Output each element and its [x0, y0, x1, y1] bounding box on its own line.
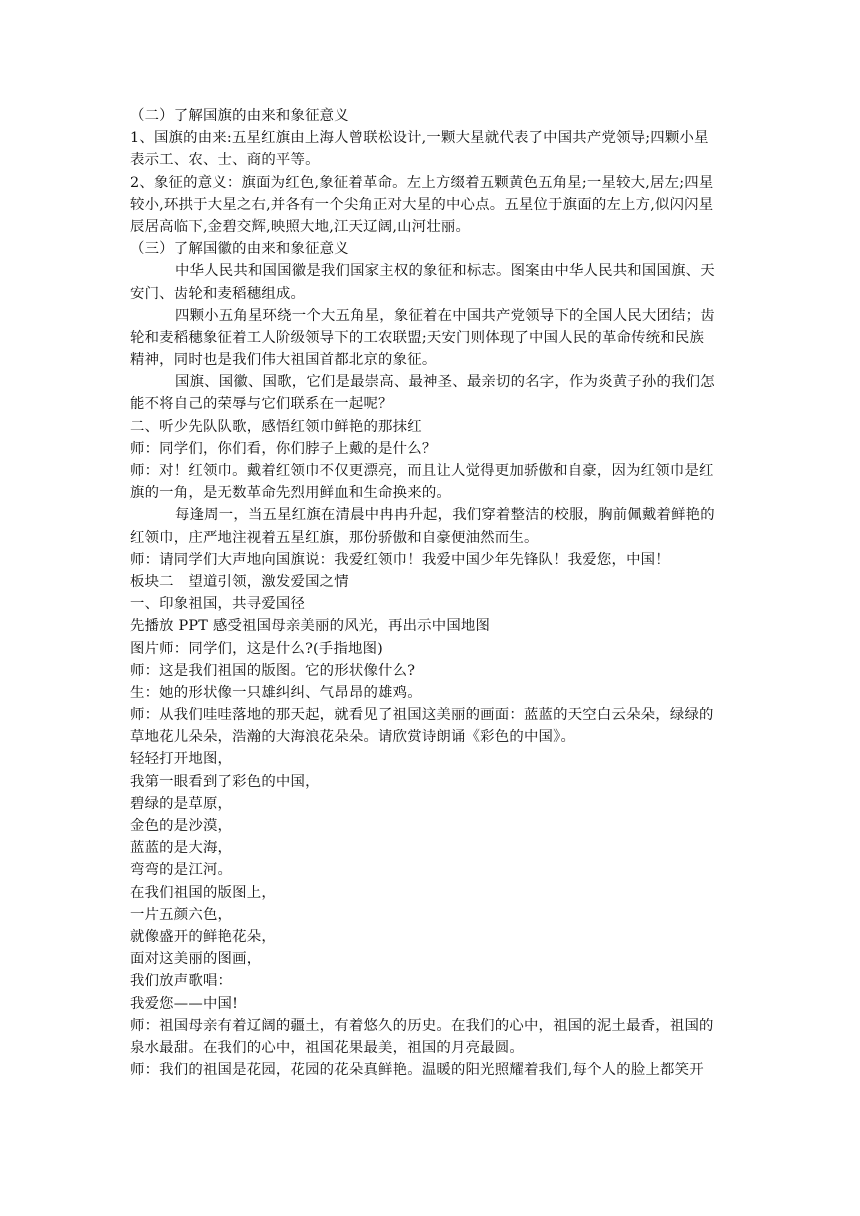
text-line: 师：我们的祖国是花园，花园的花朵真鲜艳。温暖的阳光照耀着我们,每个人的脸上都笑开	[130, 1062, 704, 1079]
text-line: 我第一眼看到了彩色的中国，	[130, 773, 320, 790]
text-line: 蓝蓝的是大海，	[130, 840, 233, 857]
text-line: 轮和麦稻穗象征着工人阶级领导下的工农联盟;天安门则体现了中国人民的革命传统和民族	[130, 329, 705, 346]
text-line: 辰居高临下,金碧交辉,映照大地,江天辽阔,山河壮丽。	[130, 218, 471, 235]
text-line: 金色的是沙漠，	[130, 818, 233, 834]
text-line: 我们放声歌唱：	[130, 973, 233, 990]
text-line: 师：对！红领巾。戴着红领巾不仅更漂亮，而且让人觉得更加骄傲和自豪，因为红领巾是红	[130, 463, 714, 479]
text-line: 精神，同时也是我们伟大祖国首都北京的象征。	[130, 352, 437, 369]
document-page	[130, 105, 730, 1081]
text-line: 师：从我们哇哇落地的那天起，就看见了祖国这美丽的画面：蓝蓝的天空白云朵朵，绿绿的	[130, 707, 714, 724]
text-line: 我爱您——中国!	[130, 995, 239, 1012]
text-line: 每逢周一，当五星红旗在清晨中冉冉升起，我们穿着整洁的校服，胸前佩戴着鲜艳的	[175, 507, 715, 524]
text-line: 2、象征的意义：旗面为红色,象征着革命。左上方缀着五颗黄色五角星;一星较大,居左;四星	[130, 174, 714, 191]
text-line: 草地花儿朵朵，浩瀚的大海浪花朵朵。请欣赏诗朗诵《彩色的中国》。	[130, 729, 576, 746]
text-line: 一片五颜六色，	[130, 906, 233, 923]
text-line: 图片师：同学们，这是什么?(手指地图)	[130, 640, 383, 657]
text-line: （二）了解国旗的由来和象征意义	[130, 108, 349, 124]
text-line: （三）了解国徽的由来和象征意义	[130, 241, 349, 258]
text-line: 师：请同学们大声地向国旗说：我爱红领巾！我爱中国少年先锋队！我爱您，中国！	[130, 551, 670, 568]
text-line: 师：祖国母亲有着辽阔的疆土，有着悠久的历史。在我们的心中，祖国的泥土最香，祖国的	[130, 1017, 714, 1034]
text-line: 面对这美丽的图画，	[130, 951, 262, 968]
text-line: 1、国旗的由来:五星红旗由上海人曾联松设计,一颗大星就代表了中国共产党领导;四颗小星	[130, 130, 709, 147]
text-line: 师：同学们，你们看，你们脖子上戴的是什么？	[130, 440, 437, 457]
text-line: 板块二 望道引领，激发爱国之情	[130, 573, 349, 590]
text-line: 轻轻打开地图，	[130, 751, 233, 768]
text-line: 国旗、国徽、国歌，它们是最崇高、最神圣、最亲切的名字，作为炎黄子孙的我们怎	[175, 374, 715, 391]
text-line: 较小,环拱于大星之右,并各有一个尖角正对大星的中心点。五星位于旗面的左上方,似闪闪星	[130, 196, 714, 213]
text-line: 旗的一角，是无数革命先烈用鲜血和生命换来的。	[130, 485, 451, 502]
text-line: 安门、齿轮和麦稻穗组成。	[130, 285, 306, 302]
text-line: 一、印象祖国，共寻爱国径	[130, 596, 306, 613]
text-line: 就像盛开的鲜艳花朵，	[130, 928, 276, 945]
text-line: 中华人民共和国国徽是我们国家主权的象征和标志。图案由中华人民共和国国旗、天	[175, 263, 715, 280]
text-line: 泉水最甜。在我们的心中，祖国花果最美，祖国的月亮最圆。	[130, 1039, 524, 1056]
text-line: 先播放 PPT 感受祖国母亲美丽的风光，再出示中国地图	[130, 618, 491, 635]
text-line: 四颗小五角星环绕一个大五角星，象征着在中国共产党领导下的全国人民大团结；齿	[175, 307, 715, 324]
text-line: 师：这是我们祖国的版图。它的形状像什么?	[130, 662, 416, 679]
text-line: 弯弯的是江河。	[130, 862, 233, 879]
text-line: 生：她的形状像一只雄纠纠、气昂昂的雄鸡。	[130, 684, 422, 701]
text-line: 能不将自己的荣辱与它们联系在一起呢？	[130, 396, 393, 413]
text-line: 二、听少先队队歌，感悟红领巾鲜艳的那抹红	[130, 418, 422, 435]
text-line: 碧绿的是草原，	[130, 795, 233, 812]
text-line: 红领巾，庄严地注视着五星红旗，那份骄傲和自豪便油然而生。	[130, 529, 539, 546]
text-line: 表示工、农、士、商的平等。	[130, 152, 320, 169]
text-line: 在我们祖国的版图上，	[130, 884, 276, 901]
